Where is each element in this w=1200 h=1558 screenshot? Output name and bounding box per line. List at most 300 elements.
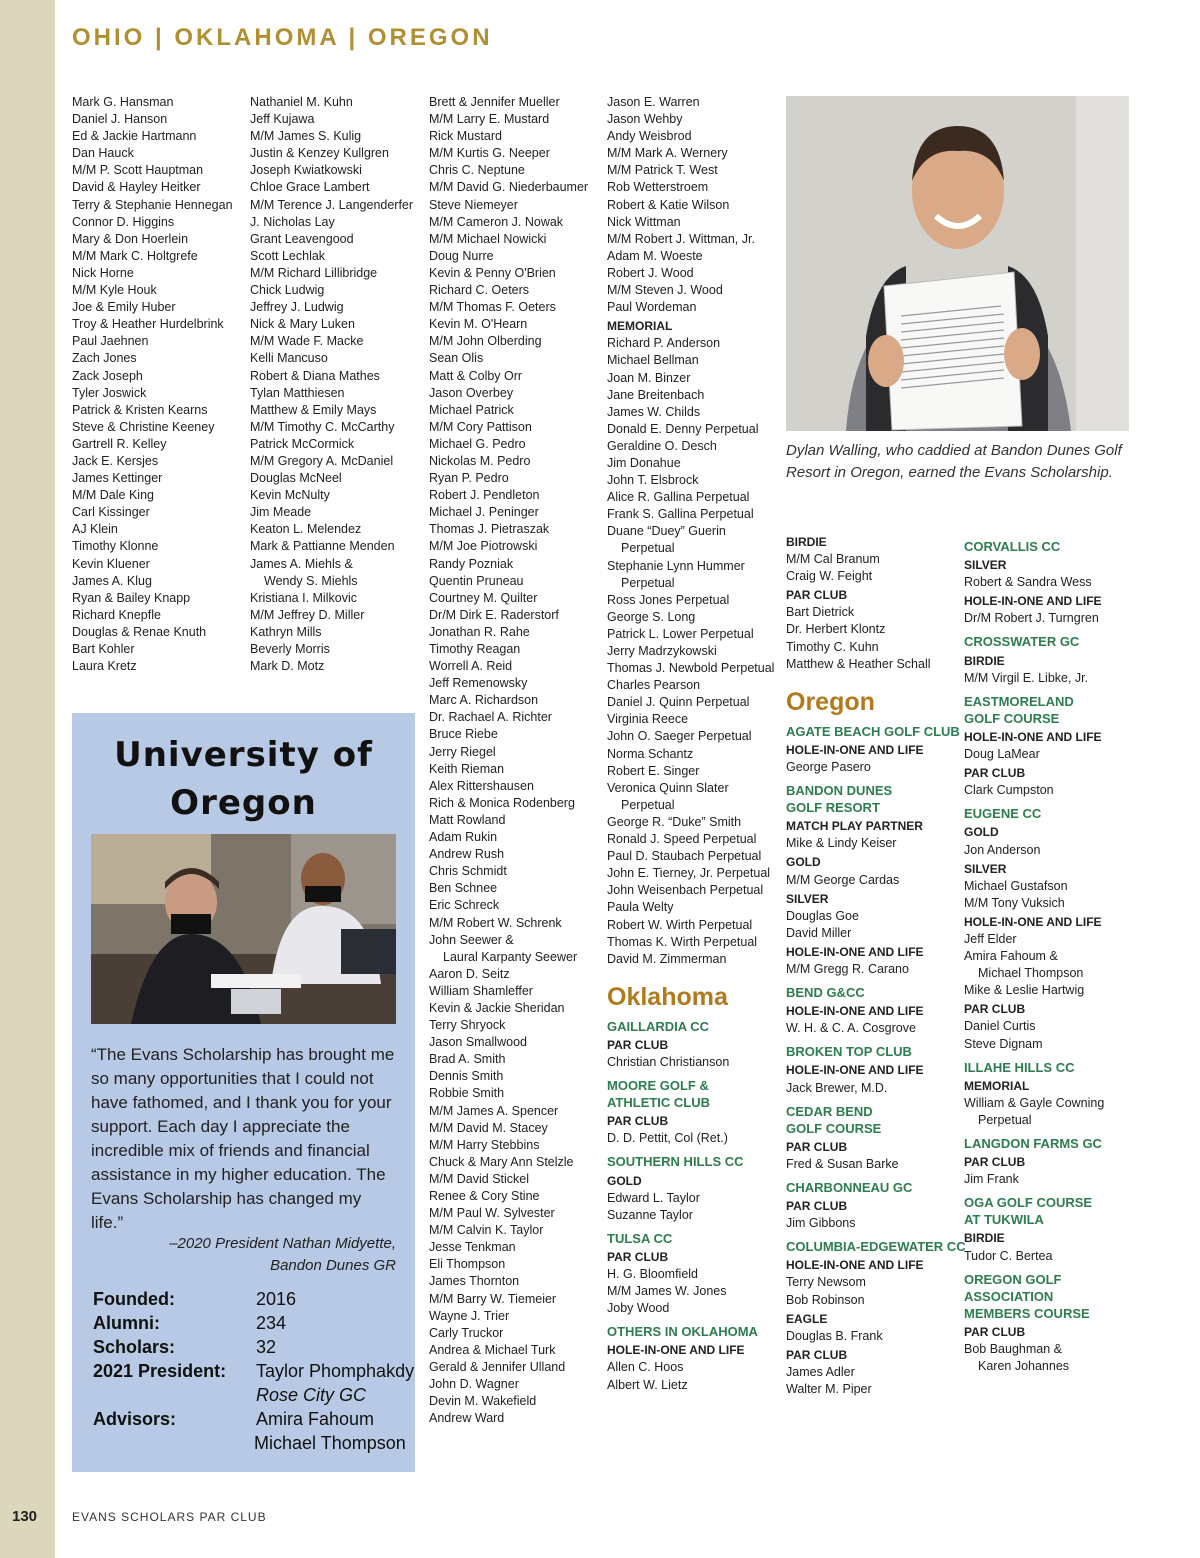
donor-name: Connor D. Higgins bbox=[72, 214, 175, 229]
donor-name: Matt & Colby Orr bbox=[429, 368, 523, 383]
giving-level-label: GOLD bbox=[964, 825, 999, 840]
giving-level-label: PAR CLUB bbox=[607, 1114, 669, 1129]
donor-name: M/M Joe Piotrowski bbox=[429, 539, 538, 554]
donor-name: Virginia Reece bbox=[607, 712, 689, 727]
giving-level-label: HOLE-IN-ONE AND LIFE bbox=[786, 1258, 924, 1273]
donor-name: David M. Zimmerman bbox=[607, 951, 727, 966]
donor-name: Michael Bellman bbox=[607, 353, 699, 368]
club-heading: AT TUKWILA bbox=[964, 1212, 1044, 1228]
donor-name: Ben Schnee bbox=[429, 881, 498, 896]
donor-name: M/M Wade F. Macke bbox=[250, 334, 364, 349]
donor-name: John T. Elsbrock bbox=[607, 473, 699, 488]
donor-name: Jeff Elder bbox=[964, 931, 1017, 946]
donor-column-3 bbox=[429, 94, 588, 1427]
donor-name: Douglas McNeel bbox=[250, 471, 342, 486]
donor-name: Jim Meade bbox=[250, 505, 312, 520]
donor-name: Rick Mustard bbox=[429, 129, 502, 144]
giving-level-label: GOLD bbox=[786, 855, 821, 870]
giving-level-label: HOLE-IN-ONE AND LIFE bbox=[964, 594, 1102, 609]
donor-name: Dr. Rachael A. Richter bbox=[429, 710, 552, 725]
donor-column-1 bbox=[72, 94, 233, 675]
donor-name: Zack Joseph bbox=[72, 368, 143, 383]
donor-name: Timothy Klonne bbox=[72, 539, 159, 554]
state-heading: Oklahoma bbox=[607, 982, 728, 1011]
donor-name: Chuck & Mary Ann Stelzle bbox=[429, 1154, 574, 1169]
donor-name: M/M James A. Spencer bbox=[429, 1103, 559, 1118]
donor-name: Andy Weisbrod bbox=[607, 129, 692, 144]
donor-column-4 bbox=[607, 94, 774, 1394]
donor-name: Worrell A. Reid bbox=[429, 659, 513, 674]
donor-name: Scott Lechlak bbox=[250, 248, 326, 263]
donor-name: M/M Mark A. Wernery bbox=[607, 146, 728, 161]
donor-name: Chris C. Neptune bbox=[429, 163, 525, 178]
donor-name: Kevin Kluener bbox=[72, 556, 150, 571]
donor-name: Michael Patrick bbox=[429, 402, 514, 417]
donor-name: Steve Dignam bbox=[964, 1036, 1043, 1051]
donor-name: Courtney M. Quilter bbox=[429, 590, 538, 605]
donor-name: AJ Klein bbox=[72, 522, 118, 537]
giving-level-label: PAR CLUB bbox=[786, 1347, 848, 1362]
donor-name: Daniel Curtis bbox=[964, 1019, 1036, 1034]
donor-name: Tyler Joswick bbox=[72, 385, 147, 400]
donor-name: M/M Robert J. Wittman, Jr. bbox=[607, 231, 755, 246]
giving-level-label: HOLE-IN-ONE AND LIFE bbox=[786, 1004, 924, 1019]
club-heading: GAILLARDIA CC bbox=[607, 1018, 710, 1034]
donor-name: Troy & Heather Hurdelbrink bbox=[72, 317, 224, 332]
donor-name: Wendy S. Miehls bbox=[264, 573, 358, 588]
donor-name: M/M Cal Branum bbox=[786, 552, 880, 567]
donor-name: Douglas Goe bbox=[786, 908, 859, 923]
donor-name: Ronald J. Speed Perpetual bbox=[607, 832, 757, 847]
president-club: Rose City GC bbox=[256, 1385, 367, 1405]
donor-name: Allen C. Hoos bbox=[607, 1360, 684, 1375]
donor-name: Robert & Sandra Wess bbox=[964, 575, 1092, 590]
giving-level-label: PAR CLUB bbox=[964, 766, 1026, 781]
donor-name: M/M Mark C. Holtgrefe bbox=[72, 248, 198, 263]
club-heading: AGATE BEACH GOLF CLUB bbox=[786, 723, 960, 739]
donor-name: George R. “Duke” Smith bbox=[607, 814, 742, 829]
giving-level-label: SILVER bbox=[964, 558, 1007, 573]
donor-name: Kevin & Penny O'Brien bbox=[429, 265, 556, 280]
donor-name: M/M Michael Nowicki bbox=[429, 231, 547, 246]
donor-name: David Miller bbox=[786, 925, 852, 940]
donor-name: Steve & Christine Keeney bbox=[72, 419, 215, 434]
club-heading: CEDAR BEND bbox=[786, 1103, 873, 1119]
donor-name: Tylan Matthiesen bbox=[250, 385, 345, 400]
club-heading: COLUMBIA-EDGEWATER CC bbox=[786, 1239, 966, 1255]
page-edge-stripe bbox=[0, 0, 55, 1558]
donor-name: M/M Dale King bbox=[72, 488, 154, 503]
photo-caption: Dylan Walling, who caddied at Bandon Dunes Golf Resort in Oregon, earned the Evans Scholarship. bbox=[786, 442, 1122, 481]
donor-name: Laural Karpanty Seewer bbox=[443, 949, 578, 964]
giving-level-label: PAR CLUB bbox=[786, 1199, 848, 1214]
club-heading: CROSSWATER GC bbox=[964, 634, 1080, 650]
advisor-1: Amira Fahoum bbox=[256, 1409, 375, 1429]
university-quote: “The Evans Scholarship has brought me so many opportunities that I could not have fathomed, and I thank you for your support. Each day I appreciate the incredible mix of friends and financial assistance in my higher education. The Evans Scholarship has changed my life.” bbox=[91, 1045, 395, 1232]
donor-name: Perpetual bbox=[621, 541, 675, 556]
donor-name: Ross Jones Perpetual bbox=[607, 592, 730, 607]
club-heading: SOUTHERN HILLS CC bbox=[607, 1154, 744, 1170]
giving-level-label: PAR CLUB bbox=[607, 1037, 669, 1052]
donor-name: Kevin & Jackie Sheridan bbox=[429, 1000, 565, 1015]
donor-name: M/M Calvin K. Taylor bbox=[429, 1223, 544, 1238]
donor-name: Chloe Grace Lambert bbox=[250, 180, 370, 195]
donor-name: Terry & Stephanie Hennegan bbox=[72, 197, 233, 212]
donor-column-5 bbox=[786, 532, 966, 1398]
donor-name: Paula Welty bbox=[607, 900, 674, 915]
donor-name: Eric Schreck bbox=[429, 898, 500, 913]
giving-level-label: HOLE-IN-ONE AND LIFE bbox=[964, 729, 1102, 744]
donor-name: Ryan P. Pedro bbox=[429, 471, 509, 486]
donor-name: Karen Johannes bbox=[978, 1359, 1070, 1374]
donor-name: Richard C. Oeters bbox=[429, 283, 530, 298]
donor-name: Kathryn Mills bbox=[250, 624, 322, 639]
donor-name: Jack Brewer, M.D. bbox=[786, 1080, 888, 1095]
donor-name: Rich & Monica Rodenberg bbox=[429, 795, 575, 810]
page-number: 130 bbox=[12, 1508, 38, 1525]
donor-name: Nickolas M. Pedro bbox=[429, 453, 531, 468]
donor-column-2 bbox=[250, 94, 413, 675]
club-heading: TULSA CC bbox=[607, 1230, 673, 1246]
giving-level-label: HOLE-IN-ONE AND LIFE bbox=[786, 944, 924, 959]
donor-name: M/M David Stickel bbox=[429, 1171, 530, 1186]
donor-name: Jim Frank bbox=[964, 1172, 1019, 1187]
donor-name: Patrick McCormick bbox=[250, 436, 355, 451]
giving-level-label: PAR CLUB bbox=[964, 1002, 1026, 1017]
donor-name: Walter M. Piper bbox=[786, 1382, 872, 1397]
donor-name: M/M Paul W. Sylvester bbox=[429, 1206, 555, 1221]
donor-name: Robert J. Pendleton bbox=[429, 488, 540, 503]
donor-name: Terry Shryock bbox=[429, 1018, 506, 1033]
donor-name: Adam M. Woeste bbox=[607, 248, 703, 263]
university-title: University of Oregon bbox=[114, 735, 373, 823]
donor-name: Albert W. Lietz bbox=[607, 1377, 688, 1392]
donor-column-6 bbox=[964, 532, 1104, 1375]
donor-name: George Pasero bbox=[786, 759, 871, 774]
donor-name: Mike & Leslie Hartwig bbox=[964, 983, 1085, 998]
donor-name: M/M Terence J. Langenderfer bbox=[250, 197, 414, 212]
donor-name: Nick Horne bbox=[72, 265, 134, 280]
donor-name: Perpetual bbox=[621, 797, 675, 812]
donor-name: Jerry Riegel bbox=[429, 744, 496, 759]
giving-level-label: MEMORIAL bbox=[964, 1078, 1030, 1093]
donor-name: Robert E. Singer bbox=[607, 763, 700, 778]
donor-name: M/M Kurtis G. Neeper bbox=[429, 146, 550, 161]
donor-name: H. G. Bloomfield bbox=[607, 1267, 699, 1281]
donor-name: Clark Cumpston bbox=[964, 783, 1054, 798]
donor-name: Dr/M Dirk E. Raderstorf bbox=[429, 607, 559, 622]
donor-name: M/M Patrick T. West bbox=[607, 163, 718, 178]
donor-name: Tudor C. Bertea bbox=[964, 1248, 1053, 1263]
donor-name: M/M Tony Vuksich bbox=[964, 895, 1065, 910]
scholars-label: Scholars: bbox=[93, 1337, 176, 1357]
donor-name: Jeffrey J. Ludwig bbox=[250, 300, 344, 315]
donor-name: Sean Olis bbox=[429, 351, 484, 366]
giving-level-label: SILVER bbox=[786, 891, 829, 906]
donor-name: Fred & Susan Barke bbox=[786, 1156, 899, 1171]
donor-name: Steve Niemeyer bbox=[429, 197, 518, 212]
students-studying-photo bbox=[91, 834, 396, 1024]
donor-name: Dr. Herbert Klontz bbox=[786, 622, 886, 637]
giving-level-label: PAR CLUB bbox=[786, 1139, 848, 1154]
donor-name: M/M David G. Niederbaumer bbox=[429, 180, 589, 195]
donor-name: Matt Rowland bbox=[429, 812, 506, 827]
donor-name: M/M Jeffrey D. Miller bbox=[250, 607, 365, 622]
donor-name: Michael J. Peninger bbox=[429, 505, 539, 520]
donor-name: Thomas J. Newbold Perpetual bbox=[607, 661, 775, 676]
donor-name: Bob Baughman & bbox=[964, 1342, 1062, 1357]
donor-name: M/M David M. Stacey bbox=[429, 1120, 548, 1135]
donor-name: M/M Thomas F. Oeters bbox=[429, 300, 556, 315]
donor-name: Mike & Lindy Keiser bbox=[786, 836, 897, 851]
donor-name: Jerry Madrzykowski bbox=[607, 644, 717, 658]
club-heading: OGA GOLF COURSE bbox=[964, 1195, 1093, 1211]
club-heading: BEND G&CC bbox=[786, 985, 865, 1001]
donor-name: Brett & Jennifer Mueller bbox=[429, 95, 560, 109]
donor-name: Andrew Rush bbox=[429, 847, 505, 862]
donor-name: James W. Childs bbox=[607, 404, 701, 419]
donor-name: Jack E. Kersjes bbox=[72, 453, 159, 468]
donor-name: Wayne J. Trier bbox=[429, 1308, 510, 1323]
donor-name: Nick Wittman bbox=[607, 214, 681, 229]
page-footer: EVANS SCHOLARS PAR CLUB bbox=[72, 1510, 267, 1524]
donor-name: James Adler bbox=[786, 1364, 855, 1379]
club-heading: GOLF RESORT bbox=[786, 800, 880, 816]
donor-name: Bob Robinson bbox=[786, 1292, 865, 1307]
donor-name: Douglas B. Frank bbox=[786, 1328, 883, 1343]
giving-level-label: MATCH PLAY PARTNER bbox=[786, 819, 923, 834]
club-heading: GOLF COURSE bbox=[786, 1120, 882, 1136]
giving-level-label: HOLE-IN-ONE AND LIFE bbox=[964, 914, 1102, 929]
donor-name: James A. Klug bbox=[72, 573, 152, 588]
donor-name: Matthew & Emily Mays bbox=[250, 402, 377, 417]
scholars-value: 32 bbox=[256, 1337, 277, 1357]
donor-name: Jane Breitenbach bbox=[607, 387, 705, 402]
founded-value: 2016 bbox=[256, 1289, 297, 1309]
president-label: 2021 President: bbox=[93, 1361, 227, 1381]
donor-name: Randy Pozniak bbox=[429, 556, 514, 571]
club-heading: MOORE GOLF & bbox=[607, 1078, 709, 1094]
club-heading: ASSOCIATION bbox=[964, 1288, 1054, 1304]
donor-name: Ed & Jackie Hartmann bbox=[72, 129, 197, 144]
donor-name: Robert & Diana Mathes bbox=[250, 368, 380, 383]
donor-name: Michael G. Pedro bbox=[429, 436, 526, 451]
giving-level-label: PAR CLUB bbox=[786, 588, 848, 603]
donor-name: Alex Rittershausen bbox=[429, 778, 534, 793]
donor-name: M/M James W. Jones bbox=[607, 1284, 727, 1299]
giving-level-label: PAR CLUB bbox=[607, 1249, 669, 1264]
donor-name: Joe & Emily Huber bbox=[72, 300, 176, 315]
donor-name: Robert & Katie Wilson bbox=[607, 197, 730, 212]
club-heading: BANDON DUNES bbox=[786, 783, 893, 799]
donor-name: Jim Gibbons bbox=[786, 1216, 856, 1231]
state-heading: Oregon bbox=[786, 687, 875, 716]
donor-name: Michael Thompson bbox=[978, 966, 1084, 981]
donor-name: Duane “Duey” Guerin bbox=[607, 524, 726, 539]
donor-name: Carly Truckor bbox=[429, 1325, 504, 1340]
donor-name: James A. Miehls & bbox=[250, 556, 353, 571]
donor-name: Donald E. Denny Perpetual bbox=[607, 421, 759, 436]
donor-name: James Thornton bbox=[429, 1274, 520, 1289]
donor-name: Devin M. Wakefield bbox=[429, 1394, 537, 1409]
donor-name: Michael Gustafson bbox=[964, 878, 1068, 893]
giving-level-label: MEMORIAL bbox=[607, 319, 673, 334]
donor-name: Robert J. Wood bbox=[607, 265, 694, 280]
donor-name: Quentin Pruneau bbox=[429, 573, 524, 588]
donor-name: M/M Kyle Houk bbox=[72, 283, 157, 298]
donor-name: Jason Smallwood bbox=[429, 1035, 527, 1050]
donor-name: Jeff Kujawa bbox=[250, 112, 315, 127]
donor-name: Andrew Ward bbox=[429, 1411, 505, 1426]
club-heading: BROKEN TOP CLUB bbox=[786, 1044, 912, 1060]
giving-level-label: EAGLE bbox=[786, 1311, 828, 1326]
donor-name: Bruce Riebe bbox=[429, 727, 498, 742]
page-header: OHIO | OKLAHOMA | OREGON bbox=[72, 24, 493, 51]
donor-name: M/M James S. Kulig bbox=[250, 129, 362, 144]
donor-name: Mary & Don Hoerlein bbox=[72, 231, 189, 246]
donor-name: Terry Newsom bbox=[786, 1275, 866, 1290]
donor-name: Suzanne Taylor bbox=[607, 1207, 693, 1222]
donor-name: M/M P. Scott Hauptman bbox=[72, 163, 204, 178]
donor-name: Laura Kretz bbox=[72, 659, 137, 674]
president-value: Taylor Phomphakdy bbox=[256, 1361, 415, 1381]
donor-name: Perpetual bbox=[621, 575, 675, 590]
donor-name: Timothy Reagan bbox=[429, 642, 521, 656]
donor-name: Ryan & Bailey Knapp bbox=[72, 590, 191, 605]
donor-name: John D. Wagner bbox=[429, 1377, 519, 1392]
giving-level-label: BIRDIE bbox=[964, 1231, 1005, 1246]
donor-name: Carl Kissinger bbox=[72, 505, 150, 520]
donor-name: John O. Saeger Perpetual bbox=[607, 729, 752, 744]
donor-name: M/M Harry Stebbins bbox=[429, 1137, 540, 1152]
donor-name: Christian Christianson bbox=[607, 1054, 730, 1069]
donor-name: Beverly Morris bbox=[250, 642, 330, 656]
advisors-label: Advisors: bbox=[93, 1409, 177, 1429]
donor-name: Bart Dietrick bbox=[786, 605, 855, 620]
donor-name: Paul Wordeman bbox=[607, 300, 697, 315]
donor-name: W. H. & C. A. Cosgrove bbox=[786, 1021, 916, 1036]
donor-name: Richard Knepfle bbox=[72, 607, 161, 622]
donor-name: Daniel J. Quinn Perpetual bbox=[607, 695, 750, 710]
giving-level-label: SILVER bbox=[964, 861, 1007, 876]
donor-name: Dr/M Robert J. Turngren bbox=[964, 611, 1099, 626]
donor-name: Aaron D. Seitz bbox=[429, 966, 510, 981]
donor-name: Zach Jones bbox=[72, 351, 137, 366]
giving-level-label: PAR CLUB bbox=[964, 1324, 1026, 1339]
quote-attribution: –2020 President Nathan Midyette, Bandon Dunes GR bbox=[169, 1235, 396, 1274]
giving-level-label: HOLE-IN-ONE AND LIFE bbox=[786, 742, 924, 757]
advisor-2: Michael Thompson bbox=[254, 1433, 406, 1453]
donor-name: Kelli Mancuso bbox=[250, 351, 328, 366]
founded-label: Founded: bbox=[93, 1289, 175, 1309]
donor-name: Patrick L. Lower Perpetual bbox=[607, 626, 754, 641]
donor-name: Edward L. Taylor bbox=[607, 1190, 700, 1205]
donor-name: Joseph Kwiatkowski bbox=[250, 163, 362, 178]
donor-name: William & Gayle Cowning bbox=[964, 1095, 1105, 1110]
donor-name: Keith Rieman bbox=[429, 761, 505, 776]
donor-name: Perpetual bbox=[978, 1112, 1032, 1127]
donor-name: Richard P. Anderson bbox=[607, 336, 721, 351]
club-heading: ILLAHE HILLS CC bbox=[964, 1059, 1075, 1075]
donor-name: Craig W. Feight bbox=[786, 569, 873, 584]
donor-name: James Kettinger bbox=[72, 471, 163, 486]
donor-name: Chris Schmidt bbox=[429, 864, 507, 879]
donor-name: Marc A. Richardson bbox=[429, 693, 539, 708]
donor-name: Amira Fahoum & bbox=[964, 949, 1058, 964]
donor-name: Jon Anderson bbox=[964, 842, 1041, 857]
donor-name: M/M Virgil E. Libke, Jr. bbox=[964, 670, 1089, 685]
donor-name: Paul Jaehnen bbox=[72, 334, 149, 349]
club-heading: OREGON GOLF bbox=[964, 1271, 1062, 1287]
donor-name: Thomas J. Pietraszak bbox=[429, 522, 550, 537]
club-heading: ATHLETIC CLUB bbox=[607, 1095, 711, 1111]
donor-name: John Seewer & bbox=[429, 932, 514, 947]
donor-name: M/M Richard Lillibridge bbox=[250, 265, 378, 280]
donor-name: Kevin M. O'Hearn bbox=[429, 317, 528, 332]
donor-name: Paul D. Staubach Perpetual bbox=[607, 849, 762, 864]
giving-level-label: GOLD bbox=[607, 1173, 642, 1188]
giving-level-label: PAR CLUB bbox=[964, 1155, 1026, 1170]
donor-name: John Weisenbach Perpetual bbox=[607, 883, 764, 898]
donor-name: Mark D. Motz bbox=[250, 659, 325, 674]
donor-name: Jesse Tenkman bbox=[429, 1240, 516, 1255]
donor-name: Joby Wood bbox=[607, 1301, 670, 1316]
donor-name: M/M Timothy C. McCarthy bbox=[250, 419, 395, 434]
donor-name: Mark G. Hansman bbox=[72, 95, 174, 109]
giving-level-label: BIRDIE bbox=[964, 653, 1005, 668]
university-of-oregon-box bbox=[72, 713, 415, 1472]
donor-name: J. Nicholas Lay bbox=[250, 214, 335, 229]
donor-name: Dan Hauck bbox=[72, 146, 134, 161]
donor-name: M/M Cameron J. Nowak bbox=[429, 214, 564, 229]
donor-name: Kevin McNulty bbox=[250, 488, 330, 503]
donor-name: Doug LaMear bbox=[964, 747, 1040, 762]
donor-name: Nick & Mary Luken bbox=[250, 317, 355, 332]
club-heading: CHARBONNEAU GC bbox=[786, 1180, 913, 1195]
club-heading: EUGENE CC bbox=[964, 806, 1042, 822]
donor-name: Gerald & Jennifer Ulland bbox=[429, 1359, 566, 1374]
donor-name: Alice R. Gallina Perpetual bbox=[607, 490, 750, 505]
donor-name: Jason E. Warren bbox=[607, 95, 700, 109]
donor-name: Robbie Smith bbox=[429, 1086, 505, 1101]
donor-name: M/M Larry E. Mustard bbox=[429, 112, 550, 127]
donor-name: Thomas K. Wirth Perpetual bbox=[607, 934, 758, 949]
donor-name: Renee & Cory Stine bbox=[429, 1189, 540, 1203]
donor-name: Frank S. Gallina Perpetual bbox=[607, 507, 754, 522]
donor-name: M/M Gregory A. McDaniel bbox=[250, 453, 394, 468]
donor-name: Stephanie Lynn Hummer bbox=[607, 558, 745, 573]
club-heading: EASTMORELAND bbox=[964, 693, 1074, 709]
donor-name: M/M Cory Pattison bbox=[429, 419, 532, 434]
donor-name: Gartrell R. Kelley bbox=[72, 436, 167, 451]
donor-name: Nathaniel M. Kuhn bbox=[250, 95, 353, 109]
donor-name: Adam Rukin bbox=[429, 830, 498, 845]
donor-name: M/M Steven J. Wood bbox=[607, 283, 723, 298]
donor-name: Brad A. Smith bbox=[429, 1052, 506, 1067]
donor-name: Matthew & Heather Schall bbox=[786, 656, 931, 671]
donor-name: Kristiana I. Milkovic bbox=[250, 590, 357, 605]
donor-name: Charles Pearson bbox=[607, 678, 701, 693]
donor-name: Grant Leavengood bbox=[250, 231, 354, 246]
donor-name: D. D. Pettit, Col (Ret.) bbox=[607, 1131, 728, 1146]
donor-name: John E. Tierney, Jr. Perpetual bbox=[607, 866, 771, 881]
club-heading: GOLF COURSE bbox=[964, 710, 1060, 726]
giving-level-label: BIRDIE bbox=[786, 535, 827, 549]
donor-name: Jim Donahue bbox=[607, 455, 681, 470]
donor-name: Jason Overbey bbox=[429, 385, 514, 400]
donor-name: Geraldine O. Desch bbox=[607, 438, 717, 453]
donor-name: David & Hayley Heitker bbox=[72, 180, 201, 195]
